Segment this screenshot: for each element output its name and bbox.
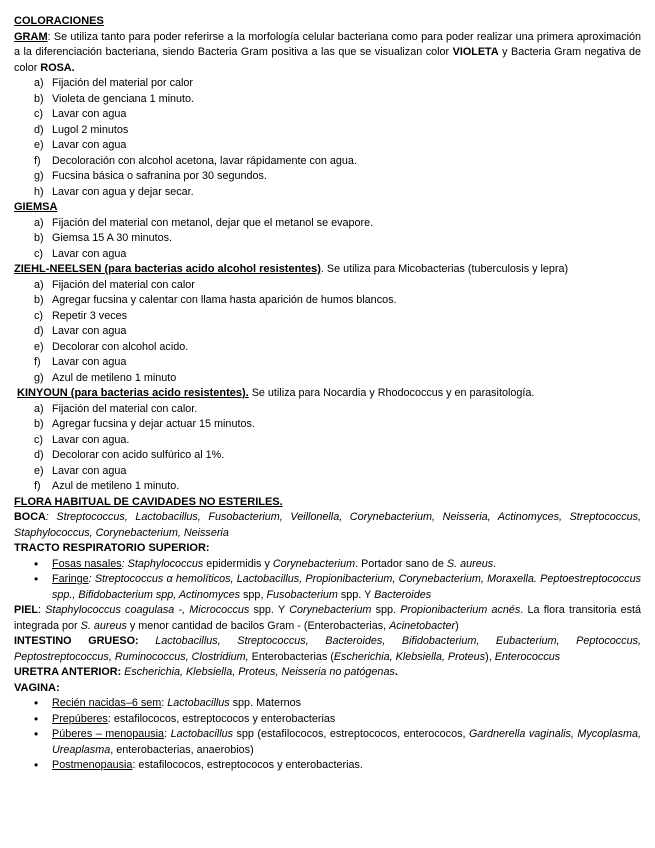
boca-label: BOCA [14, 511, 46, 523]
list-marker: d) [34, 123, 44, 136]
list-marker: c) [34, 108, 43, 120]
ziehl-steps [14, 278, 641, 387]
list-marker: f) [34, 154, 41, 167]
list-item [14, 231, 641, 247]
step-text: Fijación del material con metanol, dejar que el metanol se evapore. [52, 216, 374, 229]
list-marker: a) [34, 216, 44, 229]
list-marker: e) [34, 464, 44, 477]
ziehl-paragraph: ZIEHL-NEELSEN (para bacterias acido alcohol resistentes). Se utiliza para Micobacterias (tuberculosis y lepra) [14, 263, 569, 275]
list-item [14, 154, 641, 170]
list-item: • Prepúberes: estafilococos, estreptococos y enterobacterias [14, 712, 641, 728]
list-item [14, 92, 641, 108]
list-item [14, 355, 641, 371]
piel-paragraph: PIEL: Staphylococcus coagulasa -, Micrococcus spp. Y Corynebacterium spp. Propionibacterium acnés. La flora transitoria está integrada por S. aureus y menor cantidad de bacilos Gram - (Enterobacterias, Acinetobacter) [14, 604, 641, 632]
list-marker: a) [34, 402, 44, 415]
list-item: • Postmenopausia: estafilococos, estreptococos y enterobacterias. [14, 758, 641, 774]
list-item [14, 324, 641, 340]
list-marker: c) [34, 309, 43, 322]
ziehl-heading: ZIEHL-NEELSEN (para bacterias acido alcohol resistentes) [14, 263, 321, 275]
list-item [14, 479, 641, 495]
step-text: Lavar con agua y dejar secar. [52, 185, 194, 198]
list-marker: b) [34, 232, 44, 244]
document-page [14, 14, 641, 774]
boca-paragraph: BOCA: Streptococcus, Lactobacillus, Fusobacterium, Veillonella, Corynebacterium, Neisseria, Actinomyces, Streptococcus, Staphylococcus, Corynebacterium, Neisseria [14, 511, 641, 539]
list-item [14, 309, 641, 325]
list-marker: c) [34, 247, 43, 260]
list-marker: f) [34, 356, 41, 368]
list-item: • Púberes – menopausia: Lactobacillus spp (estafilococos, estreptococos, enterococos, Gardnerella vaginalis, Mycoplasma, Ureaplasma, enterobacterias, anaerobios) [14, 727, 641, 758]
list-item [14, 138, 641, 154]
vagina-list [14, 696, 641, 774]
list-item [14, 417, 641, 433]
step-text: Fijación del material con calor. [52, 402, 198, 415]
step-text: Azul de metileno 1 minuto [52, 371, 177, 384]
step-text: Azul de metileno 1 minuto. [52, 480, 180, 492]
list-marker: g) [34, 371, 44, 384]
document-title: COLORACIONES [14, 15, 104, 27]
list-item [14, 293, 641, 309]
step-text: Decolorar con alcohol acido. [52, 340, 189, 353]
step-text: Agregar fucsina y calentar con llama hasta aparición de humos blancos. [52, 294, 397, 306]
uretra-label: URETRA ANTERIOR: [14, 666, 122, 678]
list-item [14, 247, 641, 263]
list-item [14, 169, 641, 185]
kinyoun-paragraph: KINYOUN (para bacterias acido resistentes). Se utiliza para Nocardia y Rhodococcus y en parasitología. [17, 387, 535, 399]
list-marker: b) [34, 418, 44, 430]
list-marker: d) [34, 449, 44, 461]
step-text: Lavar con agua [52, 325, 127, 337]
step-text: Giemsa 15 A 30 minutos. [52, 232, 173, 244]
intestino-label: INTESTINO GRUESO: [14, 635, 139, 647]
list-marker: f) [34, 480, 41, 492]
kinyoun-steps [14, 402, 641, 495]
list-item [14, 448, 641, 464]
step-text: Decoloración con alcohol acetona, lavar rápidamente con agua. [52, 154, 357, 167]
list-item [14, 464, 641, 480]
tracto-list [14, 557, 641, 604]
step-text: Lavar con agua [52, 139, 127, 151]
step-text: Fucsina básica o safranina por 30 segundos. [52, 170, 267, 182]
list-marker: b) [34, 92, 44, 105]
step-text: Agregar fucsina y dejar actuar 15 minutos. [52, 418, 255, 430]
list-item [14, 278, 641, 294]
list-item [14, 123, 641, 139]
list-item: • Faringe: Streptococcus α hemolíticos, Lactobacillus, Propionibacterium, Corynebacterium, Moraxella. Peptoestreptococcus spp., Bifidobacterium spp, Actinomyces spp, Fusobacterium spp. Y Bacteroides [14, 572, 641, 603]
step-text: Decolorar con acido sulfúrico al 1%. [52, 449, 225, 461]
piel-label: PIEL [14, 604, 38, 616]
list-marker: d) [34, 325, 44, 337]
list-item [14, 340, 641, 356]
list-item [14, 185, 641, 201]
step-text: Lavar con agua [52, 464, 127, 477]
flora-heading: FLORA HABITUAL DE CAVIDADES NO ESTERILES. [14, 495, 283, 508]
list-item [14, 216, 641, 232]
step-text: Repetir 3 veces [52, 309, 128, 322]
vagina-heading: VAGINA: [14, 681, 60, 694]
list-item [14, 433, 641, 449]
list-item: • Recién nacidas–6 sem: Lactobacillus spp. Maternos [14, 696, 641, 712]
list-item [14, 76, 641, 92]
gram-paragraph: GRAM: Se utiliza tanto para poder referirse a la morfología celular bacteriana como para poder realizar una primera aproximación a la diferenciación bacteriana, siendo Bacteria Gram positiva a las que se visualizan color VIOLETA y Bacteria Gram negativa de color ROSA. [14, 30, 641, 74]
gram-heading: GRAM [14, 30, 48, 43]
step-text: Fijación del material con calor [52, 278, 195, 291]
giemsa-heading: GIEMSA [14, 201, 58, 213]
list-item [14, 107, 641, 123]
giemsa-steps [14, 216, 641, 263]
list-item [14, 371, 641, 387]
list-marker: a) [34, 278, 44, 291]
step-text: Lavar con agua. [52, 433, 130, 446]
intestino-paragraph: INTESTINO GRUESO: Lactobacillus, Streptococcus, Bacteroides, Bifidobacterium, Eubacterium, Peptococcus, Peptostreptococcus, Ruminococcus, Clostridium, Enterobacterias (Escherichia, Klebsiella, Proteus), Enterococcus [14, 635, 641, 663]
list-marker: e) [34, 340, 44, 353]
step-text: Lugol 2 minutos [52, 123, 129, 136]
step-text: Violeta de genciana 1 minuto. [52, 92, 195, 105]
step-text: Lavar con agua [52, 247, 127, 260]
list-marker: b) [34, 294, 44, 306]
uretra-paragraph: URETRA ANTERIOR: Escherichia, Klebsiella, Proteus, Neisseria no patógenas. [14, 666, 398, 678]
gram-steps [14, 76, 641, 200]
list-item [14, 402, 641, 418]
step-text: Lavar con agua [52, 108, 127, 120]
kinyoun-heading: KINYOUN (para bacterias acido resistentes). [17, 387, 249, 399]
step-text: Fijación del material por calor [52, 77, 194, 89]
tracto-heading: TRACTO RESPIRATORIO SUPERIOR: [14, 542, 210, 554]
list-item: • Fosas nasales: Staphylococcus epidermidis y Corynebacterium. Portador sano de S. aureus. [14, 557, 641, 573]
list-marker: h) [34, 185, 44, 198]
list-marker: c) [34, 433, 43, 446]
step-text: Lavar con agua [52, 356, 127, 368]
list-marker: g) [34, 170, 44, 182]
list-marker: a) [34, 77, 44, 89]
list-marker: e) [34, 139, 44, 151]
